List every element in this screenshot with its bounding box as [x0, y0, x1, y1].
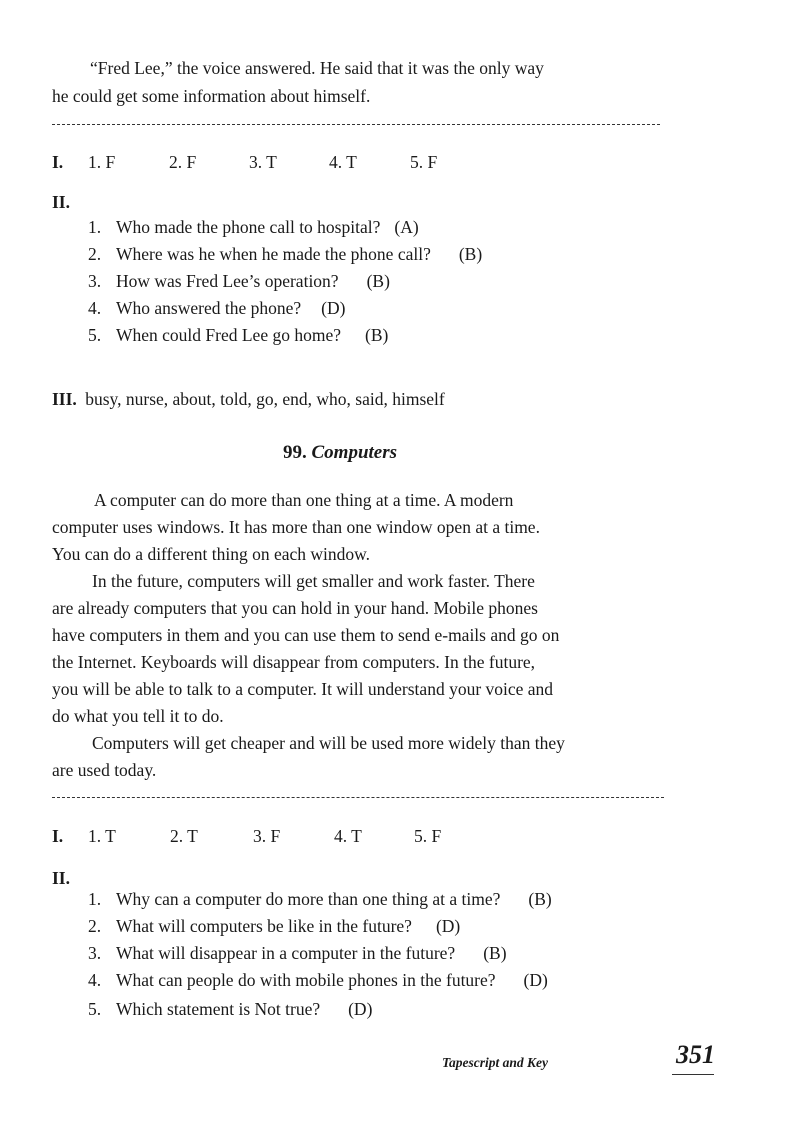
roman-numeral: I. [52, 152, 64, 172]
key98-part1-row [52, 152, 438, 173]
word-list: busy, nurse, about, told, go, end, who, said, himself [85, 389, 445, 409]
answer-item: 4. T [329, 152, 357, 172]
intro-line-2: he could get some information about himself. [52, 86, 371, 106]
answer-choice: (D) [348, 999, 373, 1019]
answer-choice: (B) [483, 943, 507, 963]
question-item: 2. What will computers be like in the future? (D) [88, 916, 461, 936]
dashed-divider [52, 124, 660, 125]
answer-choice: (D) [523, 970, 548, 990]
question-item: 3. How was Fred Lee’s operation? (B) [88, 271, 390, 291]
answer-item: 2. F [169, 152, 197, 172]
answer-choice: (A) [394, 217, 419, 237]
passage-line: you will be able to talk to a computer. It will understand your voice and [52, 679, 554, 699]
roman-numeral: III. [52, 389, 77, 409]
answer-choice: (B) [528, 889, 552, 909]
answer-choice: (B) [458, 244, 483, 264]
page-number-rule [672, 1074, 714, 1075]
question-item: 4. Who answered the phone? (D) [88, 298, 346, 318]
answer-choice: (D) [435, 916, 461, 936]
answer-choice: (B) [366, 271, 390, 291]
answer-item: 1. F [88, 152, 116, 172]
key98-part3-row [52, 389, 445, 410]
question-item: 2. Where was he when he made the phone call? (B) [88, 244, 483, 264]
answer-item: 2. T [170, 826, 198, 846]
passage-line: are used today. [52, 760, 157, 780]
question-item: 5. When could Fred Lee go home? (B) [88, 325, 389, 345]
answer-item: 3. T [249, 152, 277, 172]
passage-line: do what you tell it to do. [52, 706, 224, 726]
passage-line: have computers in them and you can use them to send e-mails and go on [52, 625, 560, 645]
question-item: 1. Who made the phone call to hospital? (A) [88, 217, 419, 237]
answer-item: 3. F [253, 826, 281, 846]
page-number: 351 [676, 1040, 715, 1069]
roman-numeral: II. [52, 192, 70, 212]
answer-item: 5. F [414, 826, 442, 846]
running-footer: Tapescript and Key [442, 1055, 548, 1070]
question-item: 4. What can people do with mobile phones in the future? (D) [88, 970, 548, 990]
answer-choice: (B) [365, 325, 389, 345]
section-title [283, 442, 397, 464]
roman-numeral: II. [52, 868, 70, 888]
passage-line: A computer can do more than one thing at a time. A modern [94, 490, 514, 510]
question-item: 3. What will disappear in a computer in the future? (B) [88, 943, 507, 963]
passage-line: computer uses windows. It has more than one window open at a time. [52, 517, 540, 537]
answer-item: 1. T [88, 826, 116, 846]
section-heading: Computers [311, 442, 398, 463]
dashed-divider [52, 797, 664, 798]
passage-line: Computers will get cheaper and will be used more widely than they [92, 733, 565, 753]
question-item: 1. Why can a computer do more than one thing at a time? (B) [88, 889, 552, 909]
question-item: 5. Which statement is Not true? (D) [88, 999, 373, 1019]
passage-line: are already computers that you can hold in your hand. Mobile phones [52, 598, 538, 618]
passage-line: You can do a different thing on each window. [52, 544, 371, 564]
intro-line-1: “Fred Lee,” the voice answered. He said that it was the only way [90, 58, 544, 78]
passage-line: the Internet. Keyboards will disappear from computers. In the future, [52, 652, 536, 672]
key99-part1-row [52, 826, 442, 847]
answer-item: 4. T [334, 826, 362, 846]
roman-numeral: I. [52, 826, 64, 846]
answer-item: 5. F [410, 152, 438, 172]
answer-choice: (D) [321, 298, 346, 318]
section-number: 99. [283, 442, 307, 463]
passage-line: In the future, computers will get smaller and work faster. There [92, 571, 535, 591]
